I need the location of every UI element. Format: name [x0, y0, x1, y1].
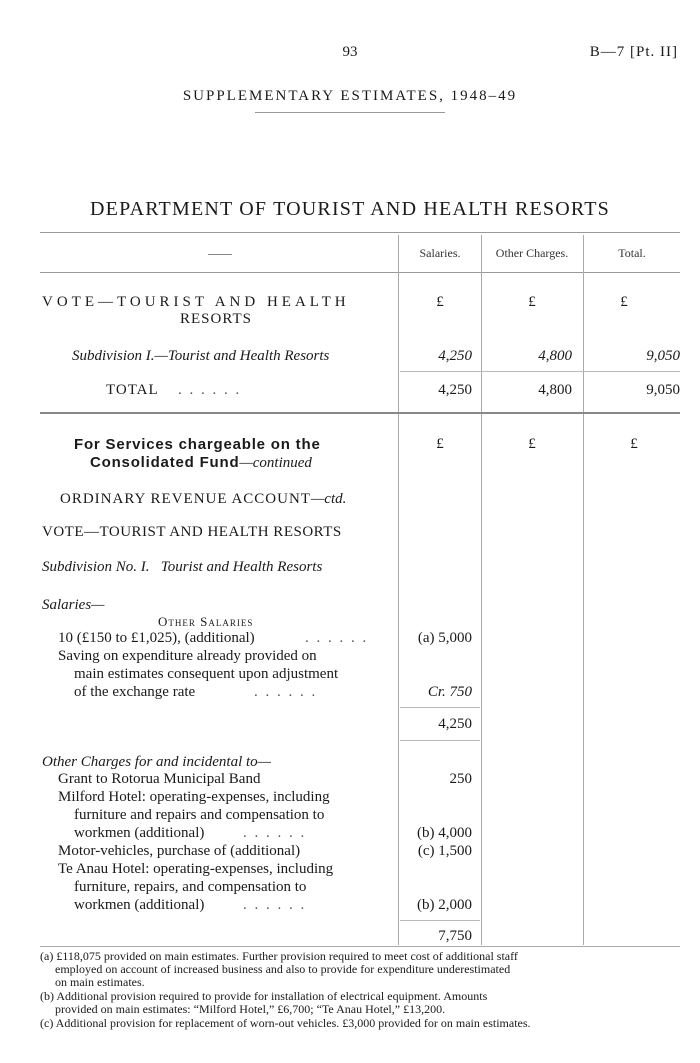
vote-title-line2: RESORTS	[180, 311, 252, 327]
detail-currency-salaries: £	[436, 436, 444, 452]
teanau-line-2: furniture, repairs, and compensation to	[74, 879, 307, 895]
footnote-c-line1: (c) Additional provision for replacement of worn-out vehicles. £3,000 provided for on main estimates.	[40, 1016, 531, 1030]
consolidated-fund: Consolidated Fund	[90, 454, 240, 471]
leaders-3: . . . . . .	[243, 825, 307, 841]
salaries-subtotal: 4,250	[438, 716, 472, 732]
footnote-b-line2: provided on main estimates: “Milford Hotel,” £6,700; “Te Anau Hotel,” £13,200.	[55, 1002, 446, 1016]
milford-line-1: Milford Hotel: operating-expenses, including	[58, 789, 330, 805]
header-total: Total.	[618, 246, 646, 260]
continued: —continued	[239, 455, 312, 471]
footnote-a-line3: on main estimates.	[55, 975, 145, 989]
other-subtotal-rule	[400, 920, 480, 921]
other-charges-subtotal: 7,750	[438, 928, 472, 944]
services-heading-line1: For Services chargeable on the	[74, 436, 321, 453]
header-other-charges: Other Charges.	[495, 246, 569, 260]
sub-other: 4,800	[538, 348, 572, 364]
header-bottom-rule	[40, 272, 680, 273]
leaders-4: . . . . . .	[243, 897, 307, 913]
other-charges-heading: Other Charges for and incidental to—	[42, 754, 272, 770]
detail-currency-total: £	[630, 436, 638, 452]
saving-line-2: main estimates consequent upon adjustment	[74, 666, 339, 682]
vote-title-line1: VOTE—TOURIST AND HEALTH	[42, 294, 350, 310]
footnote-a-line2: employed on account of increased business and also to provide for expenditure underestimated	[55, 962, 511, 976]
services-heading-line2	[90, 454, 312, 472]
teanau-line-1: Te Anau Hotel: operating-expenses, including	[58, 861, 334, 877]
running-title: SUPPLEMENTARY ESTIMATES, 1948–49	[182, 88, 518, 104]
total-total: 9,050	[646, 382, 680, 398]
saving-line-1: Saving on expenditure already provided on	[58, 648, 317, 664]
salary-line-1: 10 (£150 to £1,025), (additional)	[58, 630, 255, 646]
total-salaries: 4,250	[438, 382, 472, 398]
teanau-amount: (b) 2,000	[417, 897, 472, 913]
col-divider-1	[398, 235, 399, 945]
footnote-b-line1: (b) Additional provision required to provide for installation of electrical equipment. Amounts	[40, 989, 488, 1003]
footnote-a-line1: (a) £118,075 provided on main estimates. Further provision required to meet cost of additional staff	[40, 949, 518, 963]
motor-line: Motor-vehicles, purchase of (additional)	[58, 843, 301, 859]
footnote-rule	[40, 946, 680, 947]
saving-line-3: of the exchange rate	[74, 684, 196, 700]
saving-amount: Cr. 750	[427, 684, 472, 700]
title-rule	[255, 112, 445, 113]
page-reference: B—7 [Pt. II]	[589, 44, 678, 60]
total-label: TOTAL	[106, 382, 159, 398]
currency-other: £	[528, 294, 536, 310]
page-number: 93	[342, 44, 358, 60]
currency-total: £	[620, 294, 628, 310]
grant-amount: 250	[449, 771, 472, 787]
sub-salaries: 4,250	[438, 348, 472, 364]
col-divider-2	[481, 235, 482, 945]
salary-line-1-amount: (a) 5,000	[417, 630, 472, 646]
header-desc: ——	[208, 246, 232, 260]
subdivision-heading: Subdivision No. I. Tourist and Health Resorts	[42, 559, 323, 575]
grant-line: Grant to Rotorua Municipal Band	[58, 771, 261, 787]
header-salaries: Salaries.	[419, 246, 461, 260]
leaders-2: . . . . . .	[254, 684, 318, 700]
milford-line-2: furniture and repairs and compensation to	[74, 807, 325, 823]
milford-line-3: workmen (additional)	[74, 825, 205, 841]
table-top-rule	[40, 232, 680, 233]
sub-total: 9,050	[646, 348, 680, 364]
salaries-subtotal-rule	[400, 707, 480, 708]
subdivision-label: Subdivision I.—Tourist and Health Resorts	[72, 348, 330, 364]
salaries-subtotal-rule-bottom	[400, 740, 480, 741]
motor-amount: (c) 1,500	[417, 843, 472, 859]
col-divider-3	[583, 235, 584, 945]
department-title: DEPARTMENT OF TOURIST AND HEALTH RESORTS	[90, 198, 610, 220]
teanau-line-3: workmen (additional)	[74, 897, 205, 913]
subtotal-rule	[400, 371, 680, 372]
vote-heading: VOTE—TOURIST AND HEALTH RESORTS	[42, 524, 342, 540]
summary-bottom-rule	[40, 412, 680, 414]
total-leaders: . . . . . .	[178, 382, 242, 398]
other-salaries-heading: Other Salaries	[158, 614, 254, 629]
currency-salaries: £	[436, 294, 444, 310]
milford-amount: (b) 4,000	[417, 825, 472, 841]
total-other: 4,800	[538, 382, 572, 398]
leaders-1: . . . . . .	[305, 630, 369, 646]
ordinary-revenue-text: ORDINARY REVENUE ACCOUNT	[60, 491, 311, 507]
salaries-heading: Salaries—	[42, 597, 105, 613]
detail-currency-other: £	[528, 436, 536, 452]
ordinary-revenue-heading	[60, 490, 346, 508]
ordinary-revenue-ctd: —ctd.	[310, 491, 347, 507]
